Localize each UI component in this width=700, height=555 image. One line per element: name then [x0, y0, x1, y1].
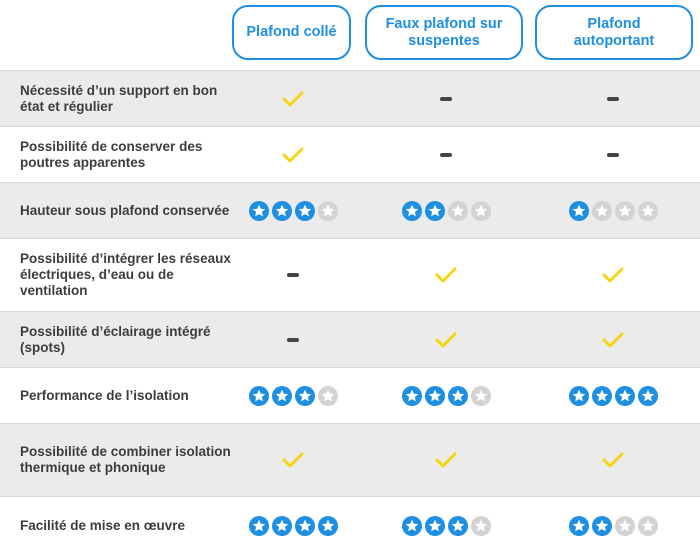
star-rating: [402, 516, 491, 536]
star-empty-icon: [318, 386, 338, 406]
star-empty-icon: [448, 201, 468, 221]
table-cell: [218, 312, 368, 367]
star-filled-icon: [448, 516, 468, 536]
star-filled-icon: [569, 516, 589, 536]
star-filled-icon: [638, 386, 658, 406]
table-cell: [538, 71, 688, 126]
check-icon: [282, 90, 304, 108]
row-label: Hauteur sous plafond conservée: [20, 202, 230, 218]
star-filled-icon: [249, 386, 269, 406]
table-row: [0, 238, 700, 311]
star-filled-icon: [272, 201, 292, 221]
star-empty-icon: [638, 516, 658, 536]
column-header-plafond-colle: Plafond collé: [232, 5, 351, 60]
check-icon: [435, 451, 457, 469]
row-label: Possibilité de combiner isolation thermique et phonique: [20, 444, 231, 475]
row-label: Possibilité d’intégrer les réseaux électriques, d’eau ou de ventilation: [20, 251, 231, 298]
star-filled-icon: [615, 386, 635, 406]
table-cell: [371, 424, 521, 496]
row-label: Possibilité de conserver des poutres apparentes: [20, 138, 203, 170]
star-rating: [402, 201, 491, 221]
star-filled-icon: [272, 386, 292, 406]
table-row: [0, 311, 700, 367]
star-filled-icon: [295, 386, 315, 406]
table-cell: [538, 312, 688, 367]
dash-icon: [607, 152, 619, 158]
table-cell: [538, 183, 688, 238]
star-filled-icon: [402, 516, 422, 536]
star-empty-icon: [471, 386, 491, 406]
row-label: Possibilité d’éclairage intégré (spots): [20, 323, 211, 355]
table-cell: [371, 239, 521, 311]
star-empty-icon: [615, 201, 635, 221]
table-cell: [218, 71, 368, 126]
star-rating: [569, 516, 658, 536]
check-icon: [602, 266, 624, 284]
table-cell: [218, 368, 368, 423]
star-filled-icon: [295, 201, 315, 221]
check-icon: [602, 451, 624, 469]
star-empty-icon: [471, 201, 491, 221]
row-label: Performance de l’isolation: [20, 387, 189, 403]
dash-icon: [440, 96, 452, 102]
table-cell: [538, 497, 688, 555]
star-filled-icon: [592, 516, 612, 536]
star-filled-icon: [249, 516, 269, 536]
star-rating: [249, 516, 338, 536]
table-cell: [218, 183, 368, 238]
check-icon: [435, 266, 457, 284]
star-empty-icon: [615, 516, 635, 536]
check-icon: [282, 451, 304, 469]
table-cell: [538, 368, 688, 423]
table-cell: [538, 127, 688, 182]
table-cell: [371, 497, 521, 555]
table-cell: [538, 239, 688, 311]
star-filled-icon: [402, 386, 422, 406]
star-empty-icon: [471, 516, 491, 536]
star-rating: [249, 386, 338, 406]
dash-icon: [287, 272, 299, 278]
star-filled-icon: [448, 386, 468, 406]
star-filled-icon: [425, 516, 445, 536]
dash-icon: [287, 337, 299, 343]
table-row: [0, 126, 700, 182]
table-cell: [371, 368, 521, 423]
table-row: [0, 423, 700, 496]
table-cell: [218, 127, 368, 182]
star-filled-icon: [318, 516, 338, 536]
star-filled-icon: [569, 386, 589, 406]
table-cell: [371, 183, 521, 238]
table-cell: [218, 497, 368, 555]
table-cell: [371, 127, 521, 182]
star-filled-icon: [249, 201, 269, 221]
star-filled-icon: [272, 516, 292, 536]
star-rating: [249, 201, 338, 221]
star-filled-icon: [425, 386, 445, 406]
star-empty-icon: [592, 201, 612, 221]
table-cell: [218, 239, 368, 311]
table-cell: [371, 71, 521, 126]
star-filled-icon: [295, 516, 315, 536]
dash-icon: [440, 152, 452, 158]
table-row: [0, 70, 700, 126]
row-label: Facilité de mise en œuvre: [20, 518, 186, 533]
star-rating: [402, 386, 491, 406]
table-header: [0, 0, 700, 70]
row-label: Nécessité d’un support en bon état et régulier: [20, 82, 218, 114]
star-rating: [569, 386, 658, 406]
star-empty-icon: [318, 201, 338, 221]
table-cell: [218, 424, 368, 496]
dash-icon: [607, 96, 619, 102]
table-row: [0, 182, 700, 238]
check-icon: [435, 331, 457, 349]
check-icon: [602, 331, 624, 349]
table-row: [0, 367, 700, 423]
star-rating: [569, 201, 658, 221]
table-cell: [371, 312, 521, 367]
star-filled-icon: [569, 201, 589, 221]
table-row: [0, 496, 700, 555]
star-empty-icon: [638, 201, 658, 221]
check-icon: [282, 146, 304, 164]
star-filled-icon: [425, 201, 445, 221]
column-header-plafond-autoportant: Plafond autoportant: [535, 5, 693, 60]
star-filled-icon: [402, 201, 422, 221]
table-cell: [538, 424, 688, 496]
column-header-faux-plafond: Faux plafond sur suspentes: [365, 5, 523, 60]
star-filled-icon: [592, 386, 612, 406]
